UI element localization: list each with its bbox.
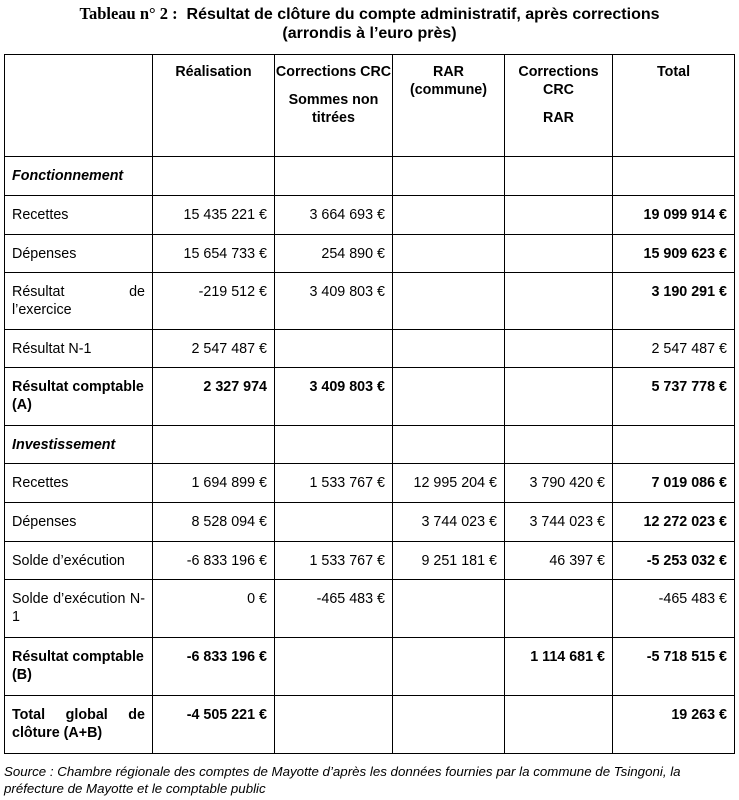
row-label: Total global de clôture (A+B)	[5, 696, 153, 754]
cell-corrections-rar: 46 397 €	[505, 542, 613, 580]
cell-total: -5 253 032 €	[613, 542, 735, 580]
cell-corrections: 254 890 €	[275, 235, 393, 273]
cell-corrections: 3 409 803 €	[275, 273, 393, 330]
row-label: Résultat de l’exercice	[5, 273, 153, 330]
row-label: Recettes	[5, 464, 153, 503]
header-corrections-crc-rar	[505, 55, 613, 157]
header-empty	[5, 55, 153, 157]
row-label: Solde d’exécution	[5, 542, 153, 580]
row-label: Résultat N-1	[5, 330, 153, 368]
cell-rar: 9 251 181 €	[393, 542, 505, 580]
cell-total: 7 019 086 €	[613, 464, 735, 503]
cell-rar: 12 995 204 €	[393, 464, 505, 503]
section-title-fonctionnement: Fonctionnement	[5, 157, 153, 196]
cell-total: 5 737 778 €	[613, 368, 735, 426]
cell-corrections: 3 409 803 €	[275, 368, 393, 426]
header-corrections-crc-rar-label: Corrections CRC	[518, 64, 599, 98]
cell-total: -465 483 €	[613, 580, 735, 638]
results-table	[4, 54, 735, 754]
header-realisation: Réalisation	[153, 55, 275, 157]
table-row	[5, 638, 735, 696]
cell-realisation: 2 327 974	[153, 368, 275, 426]
table-row	[5, 196, 735, 235]
table-row	[5, 273, 735, 330]
table-row	[5, 235, 735, 273]
header-corrections-crc	[275, 55, 393, 157]
cell-realisation: 15 435 221 €	[153, 196, 275, 235]
table-row	[5, 542, 735, 580]
cell-total: 19 099 914 €	[613, 196, 735, 235]
cell-corrections: -465 483 €	[275, 580, 393, 638]
section-title-investissement: Investissement	[5, 426, 153, 464]
cell-realisation: -6 833 196 €	[153, 638, 275, 696]
title-line-2: (arrondis à l’euro près)	[282, 25, 457, 42]
cell-realisation: 15 654 733 €	[153, 235, 275, 273]
table-row	[5, 368, 735, 426]
table-row	[5, 330, 735, 368]
cell-realisation: 1 694 899 €	[153, 464, 275, 503]
cell-corrections-rar: 3 744 023 €	[505, 503, 613, 542]
table-number: Tableau n° 2 :	[79, 4, 178, 23]
cell-total: 19 263 €	[613, 696, 735, 754]
table-row-total-global	[5, 696, 735, 754]
cell-realisation: -4 505 221 €	[153, 696, 275, 754]
cell-corrections-rar: 1 114 681 €	[505, 638, 613, 696]
table-row	[5, 580, 735, 638]
row-label: Résultat comptable (B)	[5, 638, 153, 696]
header-corrections-crc-rar-sub: RAR	[543, 110, 574, 126]
header-total: Total	[613, 55, 735, 157]
table-row	[5, 464, 735, 503]
section-row-investissement	[5, 426, 735, 464]
cell-total: 15 909 623 €	[613, 235, 735, 273]
row-label: Résultat comptable (A)	[5, 368, 153, 426]
cell-corrections: 3 664 693 €	[275, 196, 393, 235]
row-label: Solde d’exécution N-1	[5, 580, 153, 638]
table-row	[5, 503, 735, 542]
cell-corrections: 1 533 767 €	[275, 542, 393, 580]
row-label: Dépenses	[5, 503, 153, 542]
cell-realisation: 2 547 487 €	[153, 330, 275, 368]
cell-rar: 3 744 023 €	[393, 503, 505, 542]
title-line-1: Résultat de clôture du compte administratif, après corrections	[186, 6, 660, 23]
source-note: Source : Chambre régionale des comptes de Mayotte d’après les données fournies par la commune de Tsingoni, la préfecture de Mayotte et le comptable public	[4, 764, 681, 796]
cell-realisation: 8 528 094 €	[153, 503, 275, 542]
row-label: Recettes	[5, 196, 153, 235]
cell-realisation: -6 833 196 €	[153, 542, 275, 580]
cell-corrections-rar: 3 790 420 €	[505, 464, 613, 503]
table-title	[0, 4, 739, 43]
section-row-fonctionnement	[5, 157, 735, 196]
header-corrections-crc-sub: Sommes non titrées	[288, 92, 379, 126]
cell-total: -5 718 515 €	[613, 638, 735, 696]
cell-total: 2 547 487 €	[613, 330, 735, 368]
cell-realisation: -219 512 €	[153, 273, 275, 330]
cell-total: 3 190 291 €	[613, 273, 735, 330]
row-label: Dépenses	[5, 235, 153, 273]
cell-total: 12 272 023 €	[613, 503, 735, 542]
header-rar-commune: RAR (commune)	[393, 55, 505, 157]
header-corrections-crc-label: Corrections CRC	[275, 64, 392, 80]
header-row	[5, 55, 735, 157]
cell-realisation: 0 €	[153, 580, 275, 638]
cell-corrections: 1 533 767 €	[275, 464, 393, 503]
